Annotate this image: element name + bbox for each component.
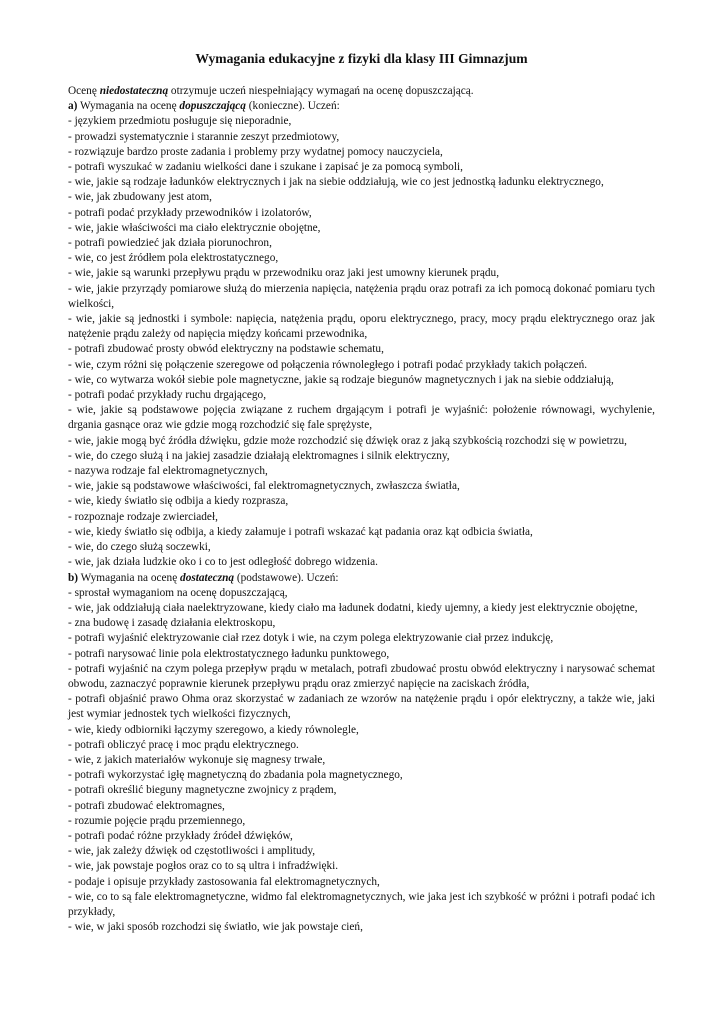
list-item: - wie, jakie są podstawowe pojęcia związane z ruchem drgającym i potrafi je wyjaśnić: położenie równowagi, wychylenie, drgania gasnące oraz wie gdzie mogą rozchodzić się fale sprężyste, xyxy=(68,404,655,432)
document-page xyxy=(68,50,655,935)
list-item: - wie, jak zależy dźwięk od częstotliwości i amplitudy, xyxy=(68,845,316,858)
section-suffix: (konieczne). Uczeń: xyxy=(245,100,340,113)
section-prefix: Wymagania na ocenę xyxy=(78,571,181,584)
list-item: - prowadzi systematycznie i starannie zeszyt przedmiotowy, xyxy=(68,130,340,143)
section-letter: a) xyxy=(68,100,78,113)
list-item: - wie, jakie są podstawowe właściwości, fal elektromagnetycznych, zwłaszcza światła, xyxy=(68,480,460,493)
list-item: - wie, jak oddziałują ciała naelektryzowane, kiedy ciało ma ładunek dodatni, kiedy ujemny, a kiedy jest elektrycznie obojętne, xyxy=(68,601,638,614)
grade-satisfactory: dostateczną xyxy=(180,571,235,584)
list-item: - sprostał wymaganiom na ocenę dopuszczającą, xyxy=(68,586,288,599)
requirements-sections xyxy=(68,99,655,935)
document-title: Wymagania edukacyjne z fizyki dla klasy III Gimnazjum xyxy=(195,51,528,66)
list-item: - wie, kiedy odbiorniki łączymy szeregowo, a kiedy równolegle, xyxy=(68,723,359,736)
section-suffix: (podstawowe). Uczeń: xyxy=(234,571,339,584)
intro-paragraph xyxy=(68,84,655,99)
list-item: - potrafi wyszukać w zadaniu wielkości dane i szukane i zapisać je za pomocą symboli, xyxy=(68,161,463,174)
list-item: - zna budowę i zasadę działania elektroskopu, xyxy=(68,617,276,630)
list-item: - wie, kiedy światło się odbija a kiedy rozprasza, xyxy=(68,495,289,508)
list-item: - wie, czym różni się połączenie szeregowe od połączenia równoległego i potrafi podać przykłady takich połączeń. xyxy=(68,358,588,371)
grade-sufficient: dopuszczającą xyxy=(179,100,246,113)
list-item: - potrafi narysować linie pola elektrostatycznego ładunku punktowego, xyxy=(68,647,390,660)
list-item: - wie, do czego służą soczewki, xyxy=(68,541,211,554)
list-item: - potrafi określić bieguny magnetyczne zwojnicy z prądem, xyxy=(68,784,337,797)
list-item: - wie, co to są fale elektromagnetyczne, widmo fal elektromagnetycznych, wie jaka jest ich szybkość w próżni i potrafi podać ich przykłady, xyxy=(68,890,655,918)
list-item: - potrafi obliczyć pracę i moc prądu elektrycznego. xyxy=(68,738,299,751)
list-item: - wie, jak zbudowany jest atom, xyxy=(68,191,212,204)
list-item: - podaje i opisuje przykłady zastosowania fal elektromagnetycznych, xyxy=(68,875,380,888)
list-item: - rozwiązuje bardzo proste zadania i problemy przy wydatnej pomocy nauczyciela, xyxy=(68,145,443,158)
requirements-list xyxy=(68,586,655,936)
list-item: - wie, co wytwarza wokół siebie pole magnetyczne, jakie są rodzaje biegunów magnetycznych i jak na siebie oddziałują, xyxy=(68,373,614,386)
list-item: - rozumie pojęcie prądu przemiennego, xyxy=(68,814,246,827)
list-item: - potrafi podać przykłady przewodników i izolatorów, xyxy=(68,206,312,219)
list-item: - potrafi objaśnić prawo Ohma oraz skorzystać w zadaniach ze wzorów na natężenie prądu i opór elektryczny, a także wie, jaki jest wymiar jednostek tych wielkości fizycznych, xyxy=(68,693,655,721)
list-item: - potrafi powiedzieć jak działa piorunochron, xyxy=(68,237,272,250)
section-heading xyxy=(68,571,655,586)
list-item: - potrafi wyjaśnić elektryzowanie ciał rzez dotyk i wie, na czym polega elektryzowanie ciał przez indukcję, xyxy=(68,632,554,645)
list-item: - wie, jakie są rodzaje ładunków elektrycznych i jak na siebie oddziałują, wie co jest jednostką ładunku elektrycznego, xyxy=(68,176,604,189)
list-item: - potrafi podać różne przykłady źródeł dźwięków, xyxy=(68,829,293,842)
grade-insufficient: niedostateczną xyxy=(99,85,169,97)
list-item: - wie, co jest źródłem pola elektrostatycznego, xyxy=(68,252,279,265)
list-item: - wie, jakie mogą być źródła dźwięku, gdzie może rozchodzić się dźwięk oraz z jaką szybkością rozchodzi się w powietrzu, xyxy=(68,434,627,447)
list-item: - wie, kiedy światło się odbija, a kiedy załamuje i potrafi wskazać kąt padania oraz kąt odbicia światła, xyxy=(68,525,533,538)
list-item: - wie, jakie przyrządy pomiarowe służą do mierzenia napięcia, natężenia prądu oraz potrafi za ich pomocą dokonać pomiaru tych wielkości, xyxy=(68,282,655,310)
list-item: - potrafi wykorzystać igłę magnetyczną do zbadania pola magnetycznego, xyxy=(68,769,403,782)
list-item: - wie, jak powstaje pogłos oraz co to są ultra i infradźwięki. xyxy=(68,860,339,873)
section-letter: b) xyxy=(68,571,79,584)
list-item: - wie, w jaki sposób rozchodzi się światło, wie jak powstaje cień, xyxy=(68,921,363,934)
list-item: - nazywa rodzaje fal elektromagnetycznych, xyxy=(68,465,268,478)
intro-prefix: Ocenę xyxy=(68,85,100,97)
list-item: - wie, do czego służą i na jakiej zasadzie działają elektromagnes i silnik elektryczny, xyxy=(68,449,450,462)
list-item: - potrafi wyjaśnić na czym polega przepływ prądu w metalach, potrafi zbudować prostu obwód elektryczny i narysować schemat obwodu, zaznaczyć poprawnie kierunek przepływu prądu oraz zmierzyć napięcie na zaciskach źródła, xyxy=(68,662,655,690)
section-heading xyxy=(68,99,655,114)
intro-suffix: otrzymuje uczeń niespełniający wymagań na ocenę dopuszczającą. xyxy=(168,85,474,97)
requirements-list xyxy=(68,114,655,570)
list-item: - językiem przedmiotu posługuje się nieporadnie, xyxy=(68,115,292,128)
list-item: - wie, jakie są warunki przepływu prądu w przewodniku oraz jaki jest umowny kierunek prądu, xyxy=(68,267,500,280)
section-prefix: Wymagania na ocenę xyxy=(77,100,180,113)
list-item: - wie, jak działa ludzkie oko i co to jest odległość dobrego widzenia. xyxy=(68,556,378,569)
list-item: - potrafi podać przykłady ruchu drgającego, xyxy=(68,389,267,402)
list-item: - wie, jakie są jednostki i symbole: napięcia, natężenia prądu, oporu elektrycznego, pracy, mocy prądu elektrycznego oraz jak natężenie prądu zależy od napięcia między końcami przewodnika, xyxy=(68,313,655,341)
list-item: - potrafi zbudować prosty obwód elektryczny na podstawie schematu, xyxy=(68,343,384,356)
list-item: - potrafi zbudować elektromagnes, xyxy=(68,799,225,812)
list-item: - rozpoznaje rodzaje zwierciadeł, xyxy=(68,510,218,523)
list-item: - wie, jakie właściwości ma ciało elektrycznie obojętne, xyxy=(68,221,321,234)
list-item: - wie, z jakich materiałów wykonuje się magnesy trwałe, xyxy=(68,753,326,766)
